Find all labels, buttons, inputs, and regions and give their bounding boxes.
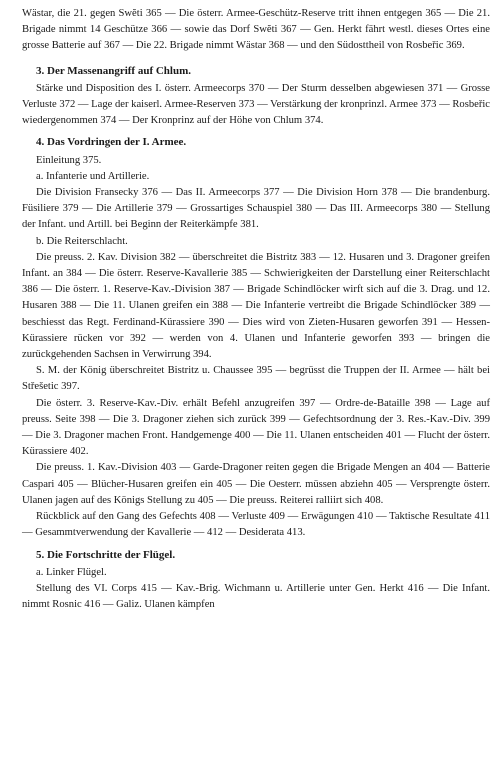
- paragraph-king: S. M. der König überschreitet Bistritz u. Chaussee 395 — begrüsst die Truppen der II. Armee — hält bei Střešetic 397.: [22, 365, 490, 393]
- paragraph-intro: Wästar, die 21. gegen Swĕti 365 — Die österr. Armee-Geschütz-Reserve tritt ihnen entgegen 365 — Die 21. Brigade nimmt 14 Geschütze 366 — sowie das Dorf Swĕti 367 — Gen. Herkt fährt westl. dieses Ortes eine grosse Batterie auf 367 — Die 22. Brigade nimmt Wästar 368 — und den Südosttheil von Rosbeřic 369.: [22, 8, 490, 52]
- section-heading-5: 5. Die Fortschritte der Flügel.: [36, 548, 176, 561]
- paragraph-cavalry-battle: Die preuss. 2. Kav. Division 382 — überschreitet die Bistritz 383 — 12. Husaren und 3. Dragoner greifen Infant. an 384 — Die österr. Reserve-Kavallerie 385 — Schwierigkeiten der Darstellung einer Reiterschlacht 386 — Die österr. 1. Reserve-Kav.-Division 387 — Brigade Schindlöcker wirft sich auf die 3. Drag. und 12. Husaren 388 — Die 11. Ulanen greifen ein 388 — Die Infanterie vertreibt die Brigade Schindlöcker 389 — beschiesst das Regt. Ferdinand-Kürassiere 390 — Dies wird von Zieten-Husaren geworfen 391 — Hessen-Kürassiere rücken vor 392 — werden von 4. Ulanen und Infanterie geworfen 393 — bringen die zurückgehenden Sachsen in Verwirrung 394.: [22, 251, 490, 361]
- section-heading-4: 4. Das Vordringen der I. Armee.: [36, 136, 187, 149]
- section-heading-3: 3. Der Massenangriff auf Chlum.: [36, 64, 192, 77]
- paragraph-3rd-reserve-cavalry: Die österr. 3. Reserve-Kav.-Div. erhält Befehl anzugreifen 397 — Ordre-de-Bataille 398 — Lage auf preuss. Seite 398 — Die 3. Dragoner ziehen sich zurück 399 — Gefechtsordnung der 3. Res.-Kav.-Div. 399 — Die 3. Dragoner machen Front. Handgemenge 400 — Die 11. Ulanen entscheiden 401 — Flucht der österr. Kürassiere 402.: [22, 397, 490, 458]
- subheading-introduction: Einleitung 375.: [36, 154, 102, 166]
- paragraph-section-3: Stärke und Disposition des I. österr. Armeecorps 370 — Der Sturm desselben abgewiesen 371 — Grosse Verluste 372 — Lage der kaiserl. Armee-Reserven 373 — Verstärkung der kronprinzl. Armee 373 — Rosbeřic wiedergenommen 374 — Der Kronprinz auf der Höhe von Chlum 374.: [22, 82, 490, 127]
- subheading-cavalry-battle: b. Die Reiterschlacht.: [36, 235, 128, 247]
- paragraph-infantry-artillery: Die Division Fransecky 376 — Das II. Armeecorps 377 — Die Division Horn 378 — Die brandenburg. Füsiliere 379 — Die Artillerie 379 — Grossartiges Schauspiel 380 — Das III. Armeecorps 380 — Stellung der Infant. und Artill. bei Beginn der Reiterkämpfe 381.: [22, 187, 490, 231]
- subheading-left-flank: a. Linker Flügel.: [36, 566, 107, 578]
- subheading-infantry-artillery: a. Infanterie und Artillerie.: [36, 170, 150, 182]
- paragraph-left-flank: Stellung des VI. Corps 415 — Kav.-Brig. Wichmann u. Artillerie unter Gen. Herkt 416 — Die Infant. nimmt Rosnic 416 — Galiz. Ulanen kämpfen: [22, 582, 490, 611]
- paragraph-1st-cavalry-division: Die preuss. 1. Kav.-Division 403 — Garde-Dragoner reiten gegen die Brigade Mengen an 404 — Batterie Caspari 405 — Blücher-Husaren greifen ein 405 — Die Oesterr. müssen abziehn 405 — Versprengte österr. Ulanen jagen auf des Königs Stellung zu 405 — Die preuss. Reiterei ralliirt sich 408.: [22, 462, 490, 506]
- paragraph-review: Rückblick auf den Gang des Gefechts 408 — Verluste 409 — Erwägungen 410 — Taktische Resultate 411 — Gesammtverwendung der Kavallerie — 412 — Desiderata 413.: [22, 511, 490, 539]
